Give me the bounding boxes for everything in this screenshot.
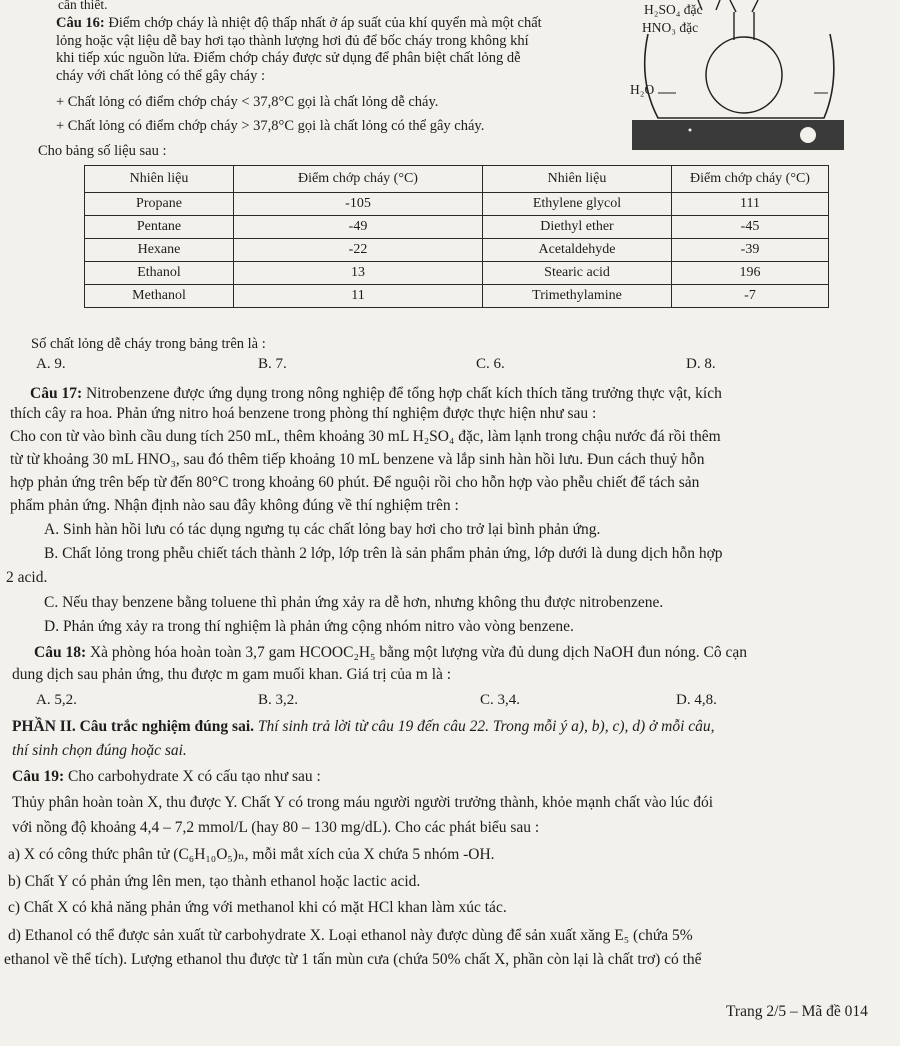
- q16-choice-c[interactable]: C. 6.: [476, 356, 505, 372]
- q19-statement-b[interactable]: b) Chất Y có phản ứng lên men, tạo thành ethanol hoặc lactic acid.: [8, 873, 421, 890]
- table-header-row: [85, 166, 829, 193]
- q18-choice-b[interactable]: B. 3,2.: [258, 692, 299, 708]
- q19-line-3: với nồng độ khoảng 4,4 – 7,2 mmol/L (hay 80 – 130 mg/dL). Cho các phát biểu sau :: [12, 819, 540, 836]
- table-cell: Ethanol: [85, 262, 234, 285]
- table-cell: 13: [234, 262, 483, 285]
- col-header-flash-point: Điểm chớp cháy (°C): [234, 166, 483, 193]
- table-cell: Methanol: [85, 285, 234, 308]
- flash-point-table: [84, 165, 829, 308]
- q17-line-6: phẩm phản ứng. Nhận định nào sau đây không đúng về thí nghiệm trên :: [10, 497, 459, 514]
- q17-option-b[interactable]: B. Chất lỏng trong phễu chiết tách thành 2 lớp, lớp trên là sản phẩm phản ứng, lớp dưới là dung dịch hỗn hợp: [44, 545, 723, 562]
- table-cell: Ethylene glycol: [483, 193, 672, 216]
- q19-statement-d-continued: ethanol về thể tích). Lượng ethanol thu được từ 1 tấn mùn cưa (chứa 50% chất X, phần còn lại là chất trơ) có thể: [4, 951, 702, 968]
- q16-choice-d[interactable]: D. 8.: [686, 356, 716, 372]
- table-cell: Propane: [85, 193, 234, 216]
- q18-choice-d[interactable]: D. 4,8.: [676, 692, 717, 708]
- q18-choice-c[interactable]: C. 3,4.: [480, 692, 521, 708]
- q16-intro-line-4: cháy với chất lỏng có thể gây cháy :: [56, 68, 265, 84]
- part2-instruction: Thí sinh trả lời từ câu 19 đến câu 22. Trong mỗi ý a), b), c), d) ở mỗi câu,: [254, 718, 715, 735]
- col-header-fuel: Nhiên liệu: [85, 166, 234, 193]
- q16-intro-line-1: Câu 16: Điểm chớp cháy là nhiệt độ thấp nhất ở áp suất của khí quyển mà một chất: [56, 15, 542, 31]
- q16-rule-flammable: + Chất lỏng có điểm chớp cháy < 37,8°C gọi là chất lỏng dễ cháy.: [56, 94, 439, 110]
- q19-statement-d[interactable]: d) Ethanol có thể được sản xuất từ carbohydrate X. Loại ethanol này được dùng để sản xuất xăng E₅ (chứa 5%: [8, 927, 693, 944]
- table-cell: -105: [234, 193, 483, 216]
- q19-intro: Câu 19: Cho carbohydrate X có cấu tạo như sau :: [12, 768, 321, 785]
- q17-option-d[interactable]: D. Phản ứng xảy ra trong thí nghiệm là phản ứng cộng nhóm nitro vào vòng benzene.: [44, 618, 574, 635]
- table-cell: -49: [234, 216, 483, 239]
- q18-line-2: dung dịch sau phản ứng, thu được m gam muối khan. Giá trị của m là :: [12, 666, 452, 683]
- q17-option-b-continued: 2 acid.: [6, 569, 48, 586]
- q19-line-2: Thủy phân hoàn toàn X, thu được Y. Chất Y có trong máu người người trưởng thành, khỏe mạnh chất vào lúc đói: [12, 794, 714, 811]
- q17-line-1: Câu 17: Nitrobenzene được ứng dụng trong nông nghiệp để tổng hợp chất kích thích tăng trưởng thực vật, kích: [30, 385, 722, 402]
- q18-line-1: Câu 18: Xà phòng hóa hoàn toàn 3,7 gam HCOOC₂H₅ bằng một lượng vừa đủ dung dịch NaOH đun nóng. Cô cạn: [34, 644, 747, 661]
- table-cell: 111: [672, 193, 829, 216]
- q16-label: Câu 16:: [56, 15, 105, 31]
- q17-line-2: thích cây ra hoa. Phản ứng nitro hoá benzene trong phòng thí nghiệm được thực hiện như sau :: [10, 405, 597, 422]
- label-h2so4: H₂SO₄ đặc: [644, 2, 703, 17]
- cutoff-header-text: cần thiết.: [58, 0, 108, 12]
- col-header-fuel-2: Nhiên liệu: [483, 166, 672, 193]
- nitration-apparatus-diagram: [618, 0, 848, 160]
- table-cell: 196: [672, 262, 829, 285]
- label-hno3: HNO₃ đặc: [642, 20, 699, 35]
- table-row: [85, 285, 829, 308]
- q19-label: Câu 19:: [12, 768, 65, 785]
- table-row: [85, 193, 829, 216]
- q18-choice-a[interactable]: A. 5,2.: [36, 692, 77, 708]
- part2-heading-line: [12, 717, 715, 737]
- table-cell: Hexane: [85, 239, 234, 262]
- q16-intro-line-2: lỏng hoặc vật liệu dễ bay hơi tạo thành lượng hơi đủ để bốc cháy trong không khí: [56, 33, 529, 49]
- part2-heading: PHẦN II. Câu trắc nghiệm đúng sai.: [12, 718, 254, 735]
- q19-statement-a[interactable]: a) X có công thức phân tử (C₆H₁₀O₅)ₙ, mỗi mắt xích của X chứa 5 nhóm -OH.: [8, 846, 495, 863]
- label-h2o: H₂O: [630, 82, 655, 97]
- q16-question: Số chất lỏng dễ cháy trong bảng trên là :: [31, 336, 266, 352]
- q17-option-a[interactable]: A. Sinh hàn hồi lưu có tác dụng ngưng tụ các chất lỏng bay hơi cho trở lại bình phản ứng.: [44, 521, 601, 538]
- table-cell: Acetaldehyde: [483, 239, 672, 262]
- q17-label: Câu 17:: [30, 385, 83, 402]
- table-cell: -22: [234, 239, 483, 262]
- part2-instruction-cont: thí sinh chọn đúng hoặc sai.: [12, 742, 187, 759]
- q17-option-c[interactable]: C. Nếu thay benzene bằng toluene thì phản ứng xảy ra dễ hơn, nhưng không thu được nitrobenzene.: [44, 594, 664, 611]
- q16-rule-combustible: + Chất lỏng có điểm chớp cháy > 37,8°C gọi là chất lỏng có thể gây cháy.: [56, 118, 485, 134]
- q19-statement-c[interactable]: c) Chất X có khả năng phản ứng với methanol khi có mặt HCl khan làm xúc tác.: [8, 899, 507, 916]
- table-row: [85, 216, 829, 239]
- q16-intro-line-3: khi tiếp xúc nguồn lửa. Điểm chớp cháy được sử dụng để phân biệt chất lỏng dễ: [56, 50, 521, 66]
- table-row: [85, 239, 829, 262]
- table-cell: 11: [234, 285, 483, 308]
- table-cell: Trimethylamine: [483, 285, 672, 308]
- table-cell: Stearic acid: [483, 262, 672, 285]
- q18-label: Câu 18:: [34, 644, 87, 661]
- q17-line-5: hợp phản ứng trên bếp từ đến 80°C trong khoảng 60 phút. Để nguội rồi cho hỗn hợp vào phễu chiết để tách sản: [10, 474, 700, 491]
- table-cell: Pentane: [85, 216, 234, 239]
- q16-choice-b[interactable]: B. 7.: [258, 356, 287, 372]
- q17-line-3: Cho con từ vào bình cầu dung tích 250 mL, thêm khoảng 30 mL H₂SO₄ đặc, làm lạnh trong chậu nước đá rồi thêm: [10, 428, 721, 445]
- col-header-flash-point-2: Điểm chớp cháy (°C): [672, 166, 829, 193]
- q16-table-intro: Cho bảng số liệu sau :: [38, 143, 167, 159]
- q17-line-4: từ từ khoảng 30 mL HNO₃, sau đó thêm tiếp khoảng 10 mL benzene và lắp sinh hàn hồi lưu. Đun cách thuỷ hỗn: [10, 451, 705, 468]
- q16-choice-a[interactable]: A. 9.: [36, 356, 66, 372]
- table-cell: Diethyl ether: [483, 216, 672, 239]
- table-cell: -39: [672, 239, 829, 262]
- page-footer: Trang 2/5 – Mã đề 014: [726, 1003, 868, 1020]
- table-cell: -45: [672, 216, 829, 239]
- table-cell: -7: [672, 285, 829, 308]
- table-row: [85, 262, 829, 285]
